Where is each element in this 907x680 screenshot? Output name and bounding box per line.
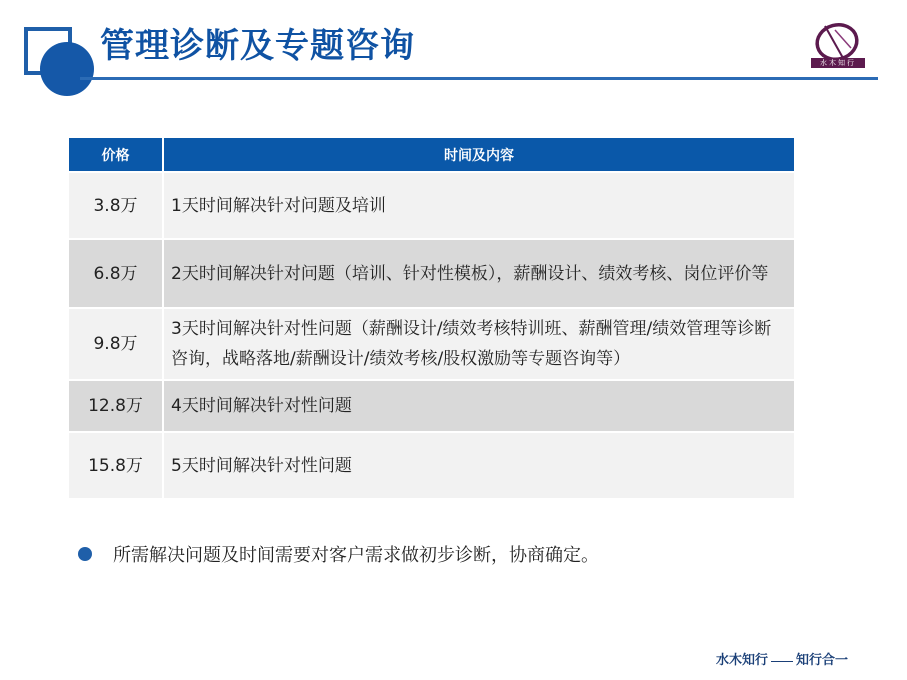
content-cell: 1天时间解决针对问题及培训	[163, 172, 794, 239]
price-table	[69, 138, 794, 498]
note-bullet-icon	[78, 547, 92, 561]
logo-caption: 水木知行	[811, 58, 865, 68]
footer-slogan	[716, 649, 848, 668]
note-text: 所需解决问题及时间需要对客户需求做初步诊断，协商确定。	[113, 545, 599, 566]
column-header-content: 时间及内容	[163, 138, 794, 172]
table-row	[69, 432, 794, 498]
table-row	[69, 172, 794, 239]
content-cell: 2天时间解决针对问题（培训、针对性模板），薪酬设计、绩效考核、岗位评价等	[163, 239, 794, 308]
table-row	[69, 308, 794, 380]
header-decoration-circle	[40, 42, 94, 96]
column-header-price: 价格	[69, 138, 163, 172]
footer-separator	[771, 661, 793, 662]
header-divider	[80, 77, 878, 80]
price-cell: 12.8万	[69, 380, 163, 432]
page-title: 管理诊断及专题咨询	[100, 26, 415, 66]
content-cell: 4天时间解决针对性问题	[163, 380, 794, 432]
price-cell: 3.8万	[69, 172, 163, 239]
price-cell: 6.8万	[69, 239, 163, 308]
price-cell: 15.8万	[69, 432, 163, 498]
footer-right: 知行合一	[796, 653, 849, 668]
table-row	[69, 239, 794, 308]
content-cell: 5天时间解决针对性问题	[163, 432, 794, 498]
table-row	[69, 380, 794, 432]
price-cell: 9.8万	[69, 308, 163, 380]
content-cell: 3天时间解决针对性问题（薪酬设计/绩效考核特训班、薪酬管理/绩效管理等诊断咨询，战略落地/薪酬设计/绩效考核/股权激励等专题咨询等）	[163, 308, 794, 380]
footer-left: 水木知行	[716, 653, 769, 668]
table-header-row	[69, 138, 794, 172]
